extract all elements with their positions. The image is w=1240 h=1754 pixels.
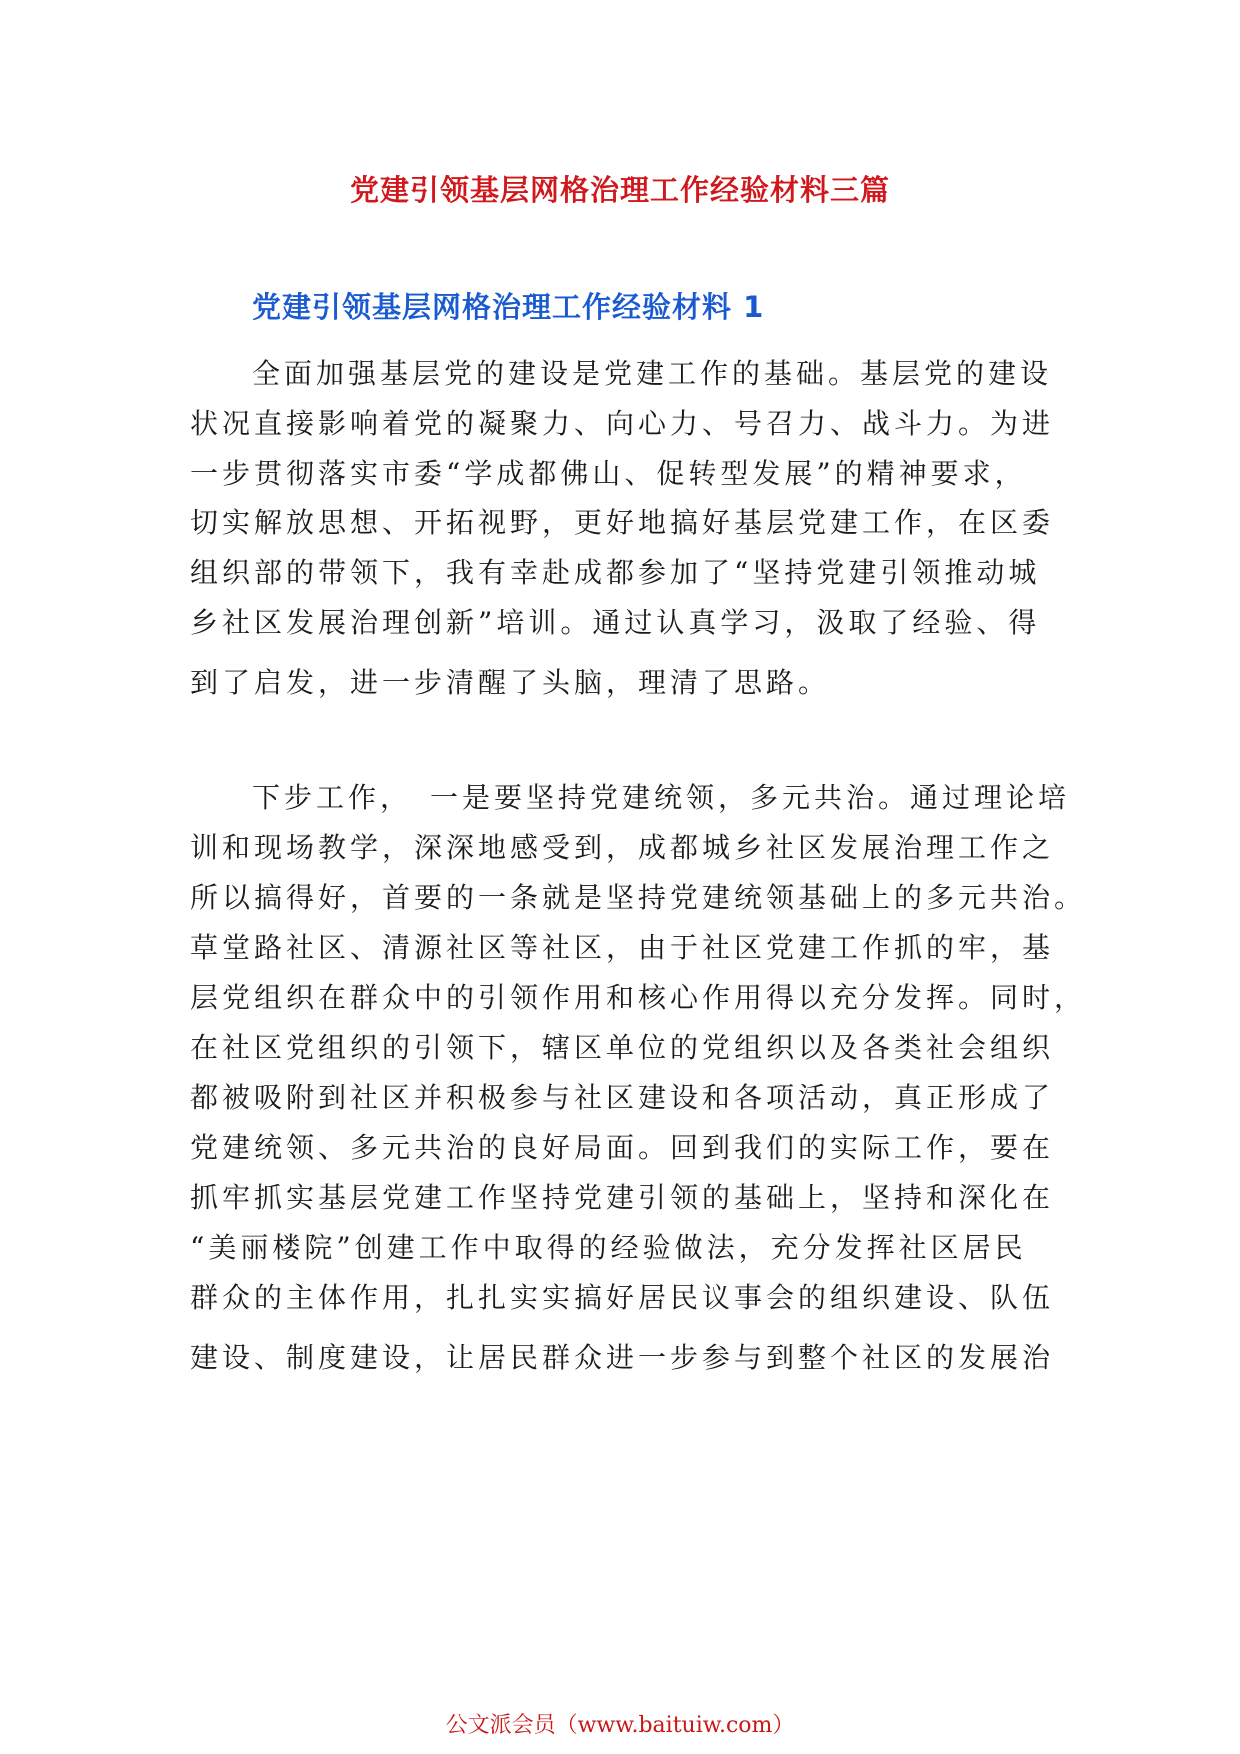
paragraph-2-line: “美丽楼院”创建工作中取得的经验做法，充分发挥社区居民 [190,1231,1027,1264]
paragraph-1-line: 切实解放思想、开拓视野，更好地搞好基层党建工作，在区委 [190,506,1055,539]
paragraph-2-line: 在社区党组织的引领下，辖区单位的党组织以及各类社会组织 [190,1031,1055,1064]
paragraph-1-line: 全面加强基层党的建设是党建工作的基础。基层党的建设 [252,357,1053,390]
paragraph-1-line: 乡社区发展治理创新”培训。通过认真学习，汲取了经验、得 [190,606,1041,639]
paragraph-1-line: 一步贯彻落实市委“学成都佛山、促转型发展”的精神要求， [190,457,1027,490]
paragraph-2-line: 建设、制度建设，让居民群众进一步参与到整个社区的发展治 [190,1341,1055,1374]
paragraph-2-line: 下步工作， 一是要坚持党建统领，多元共治。通过理论培 [252,781,1071,814]
paragraph-2-line: 党建统领、多元共治的良好局面。回到我们的实际工作，要在 [190,1131,1055,1164]
document-title: 党建引领基层网格治理工作经验材料三篇 [349,173,890,207]
footer-watermark: 公文派会员（www.baituiw.com） [445,1713,795,1738]
paragraph-2-line: 训和现场教学，深深地感受到，成都城乡社区发展治理工作之 [190,831,1055,864]
paragraph-2-line: 都被吸附到社区并积极参与社区建设和各项活动，真正形成了 [190,1081,1055,1114]
paragraph-2-line: 所以搞得好，首要的一条就是坚持党建统领基础上的多元共治。 [190,881,1087,914]
paragraph-2-line: 群众的主体作用，扎扎实实搞好居民议事会的组织建设、队伍 [190,1281,1055,1314]
paragraph-2-line: 草堂路社区、清源社区等社区，由于社区党建工作抓的牢，基 [190,931,1055,964]
paragraph-1-line: 到了启发，进一步清醒了头脑，理清了思路。 [190,666,831,699]
paragraph-1-line: 状况直接影响着党的凝聚力、向心力、号召力、战斗力。为进 [190,407,1055,440]
paragraph-2-line: 抓牢抓实基层党建工作坚持党建引领的基础上，坚持和深化在 [190,1181,1055,1214]
paragraph-2-line: 层党组织在群众中的引领作用和核心作用得以充分发挥。同时， [190,981,1087,1014]
paragraph-1-line: 组织部的带领下，我有幸赴成都参加了“坚持党建引领推动城 [190,556,1041,589]
section-heading: 党建引领基层网格治理工作经验材料 1 [252,290,765,324]
